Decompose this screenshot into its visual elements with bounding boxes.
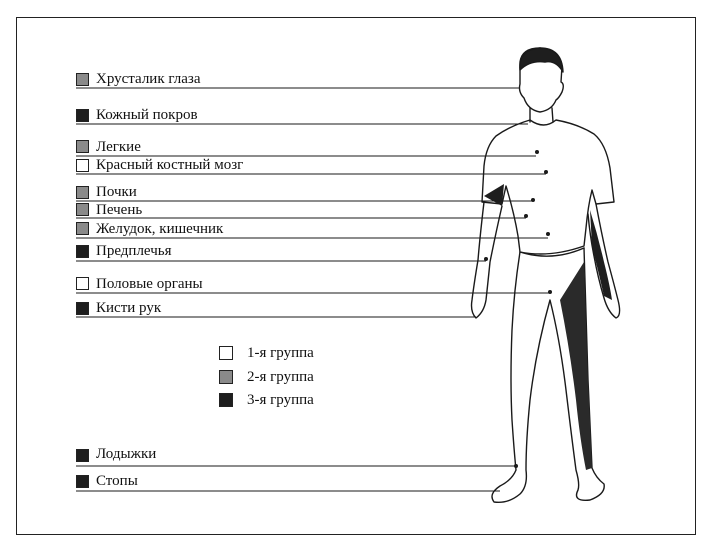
group-swatch: [76, 159, 89, 172]
legend-label-group-3: 3-я группа: [247, 392, 314, 408]
organ-label-hands: Кисти рук: [96, 300, 162, 316]
group-swatch: [76, 73, 89, 86]
legend-label-group-1: 1-я группа: [247, 345, 314, 361]
figure-hair: [520, 48, 563, 72]
group-swatch: [76, 475, 89, 488]
group-swatch: [76, 203, 89, 216]
organ-label-liver: Печень: [96, 202, 143, 218]
legend-swatch: [219, 346, 233, 360]
organ-label-kidneys: Почки: [96, 184, 137, 200]
organ-label-skin: Кожный покров: [96, 107, 198, 123]
organ-label-feet: Стопы: [96, 473, 138, 489]
organ-label-eye-lens: Хрусталик глаза: [96, 71, 201, 87]
organ-label-forearms: Предплечья: [96, 243, 172, 259]
legend-swatch: [219, 370, 233, 384]
group-swatch: [76, 140, 89, 153]
group-swatch: [76, 449, 89, 462]
organ-label-genitals: Половые органы: [96, 276, 203, 292]
group-swatch: [76, 302, 89, 315]
group-swatch: [76, 186, 89, 199]
group-swatch: [76, 277, 89, 290]
organ-label-ankles: Лодыжки: [96, 446, 157, 462]
organ-label-stomach: Желудок, кишечник: [96, 221, 224, 237]
organ-label-lungs: Легкие: [96, 139, 141, 155]
legend-swatch: [219, 393, 233, 407]
group-swatch: [76, 109, 89, 122]
legend-label-group-2: 2-я группа: [247, 369, 314, 385]
group-swatch: [76, 245, 89, 258]
organ-label-bone-marrow: Красный костный мозг: [96, 157, 244, 173]
group-swatch: [76, 222, 89, 235]
